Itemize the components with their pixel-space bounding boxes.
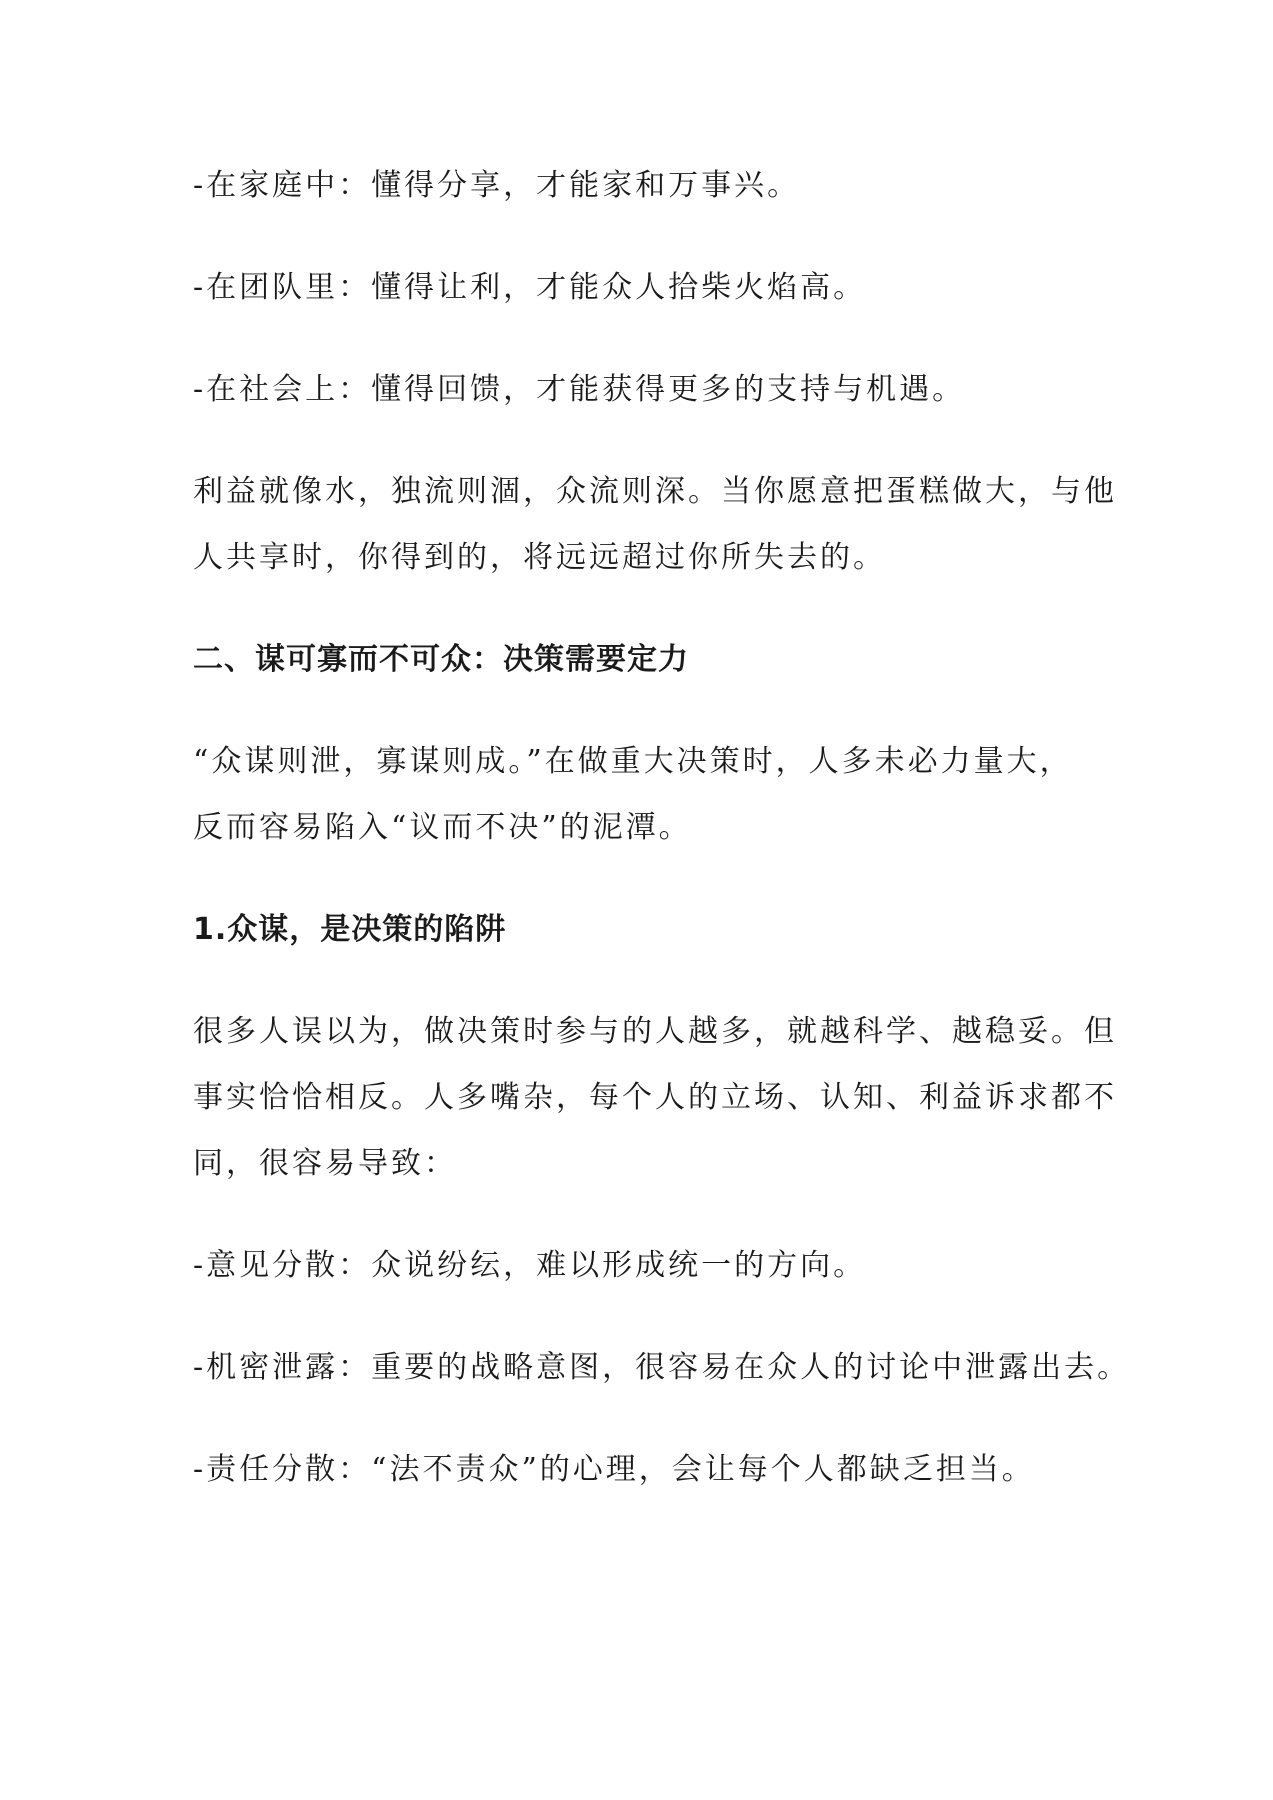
- paragraph-misconception-line-1: 很多人误以为，做决策时参与的人越多，就越科学、越稳妥。但: [193, 1014, 1117, 1049]
- paragraph-quote-line-1: “众谋则泄，寡谋则成。”在做重大决策时，人多未必力量大，: [193, 744, 1073, 779]
- bullet-family: -在家庭中：懂得分享，才能家和万事兴。: [193, 168, 801, 203]
- bullet-secret: -机密泄露：重要的战略意图，很容易在众人的讨论中泄露出去。: [193, 1350, 1131, 1385]
- bullet-team: -在团队里：懂得让利，才能众人拾柴火焰高。: [193, 270, 867, 305]
- bullet-responsibility: -责任分散：“法不责众”的心理，会让每个人都缺乏担当。: [193, 1452, 1035, 1487]
- paragraph-benefit-line-1: 利益就像水，独流则涸，众流则深。当你愿意把蛋糕做大，与他: [193, 474, 1117, 509]
- subheading-1: 1.众谋，是决策的陷阱: [193, 912, 507, 947]
- bullet-opinion: -意见分散：众说纷纭，难以形成统一的方向。: [193, 1248, 867, 1283]
- section-heading-2: 二、谋可寡而不可众：决策需要定力: [193, 642, 689, 677]
- bullet-society: -在社会上：懂得回馈，才能获得更多的支持与机遇。: [193, 372, 966, 407]
- paragraph-misconception-line-2: 事实恰恰相反。人多嘴杂，每个人的立场、认知、利益诉求都不: [193, 1080, 1117, 1115]
- paragraph-misconception-line-3: 同，很容易导致：: [193, 1146, 457, 1181]
- paragraph-quote-line-2: 反而容易陷入“议而不决”的泥潭。: [193, 810, 692, 845]
- paragraph-benefit-line-2: 人共享时，你得到的，将远远超过你所失去的。: [193, 540, 886, 575]
